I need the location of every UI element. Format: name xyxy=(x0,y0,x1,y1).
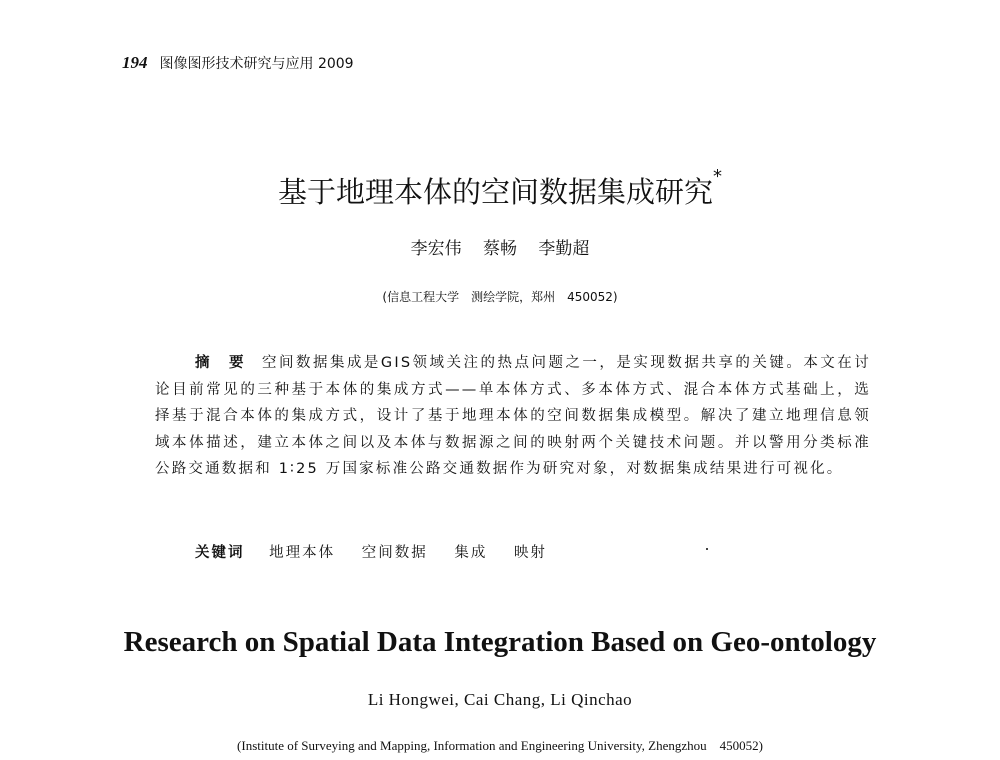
chinese-title-text: 基于地理本体的空间数据集成研究 xyxy=(277,175,713,209)
english-authors: Li Hongwei, Cai Chang, Li Qinchao xyxy=(367,690,633,709)
keyword-item: 映射 xyxy=(513,545,547,561)
chinese-title xyxy=(0,166,1000,211)
journal-name: 图像图形技术研究与应用 2009 xyxy=(159,56,354,72)
author-cn-3: 李勤超 xyxy=(538,239,590,259)
chinese-affiliation: (信息工程大学 测绘学院，郑州 450052) xyxy=(382,290,618,304)
keyword-item: 空间数据 xyxy=(361,545,428,561)
keyword-item: 地理本体 xyxy=(269,545,336,561)
running-header xyxy=(122,53,354,73)
page-number: 194 xyxy=(122,53,148,72)
author-cn-2: 蔡畅 xyxy=(483,239,517,259)
scan-speck xyxy=(706,548,708,550)
keywords-label: 关键词 xyxy=(195,545,245,561)
footnote-marker: * xyxy=(713,166,722,187)
abstract-label: 摘 要 xyxy=(195,355,246,371)
abstract-text: 空间数据集成是GIS领域关注的热点问题之一，是实现数据共享的关键。本文在讨论目前常见的三种基于本体的集成方式——单本体方式、多本体方式、混合本体方式基础上，选择基于混合本体的集成方式，设计了基于地理本体的空间数据集成模型。解决了建立地理信息领域本体描述，建立本体之间以及本体与数据源之间的映射两个关键技术问题。并以警用分类标准公路交通数据和 1∶25 万国家标准公路交通数据作为研究对象，对数据集成结果进行可视化。 xyxy=(155,355,871,477)
keyword-item: 集成 xyxy=(454,545,488,561)
english-affiliation: (Institute of Surveying and Mapping, Information and Engineering University, Zhengzhou 450052) xyxy=(237,738,763,753)
keywords-line xyxy=(195,541,567,562)
english-title: Research on Spatial Data Integration Based on Geo-ontology xyxy=(123,626,877,658)
chinese-authors xyxy=(0,234,1000,259)
author-cn-1: 李宏伟 xyxy=(410,239,462,259)
abstract-block xyxy=(155,350,871,483)
